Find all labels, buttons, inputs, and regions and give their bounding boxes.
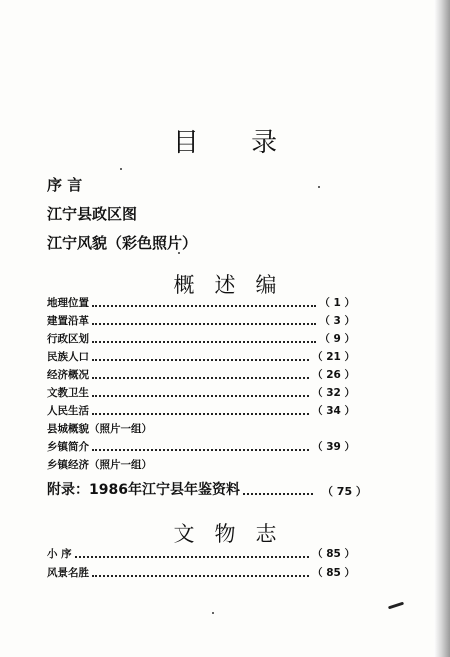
scan-speck — [178, 252, 180, 254]
toc-entry[interactable] — [47, 314, 355, 328]
toc-entry-page: （ 9 ） — [319, 333, 355, 345]
toc-entry-page: （ 1 ） — [319, 297, 355, 309]
page-title: 目 录 — [172, 128, 300, 158]
toc-entry-page: （ 85 ） — [312, 548, 355, 560]
scan-speck — [120, 168, 122, 170]
toc-entry-page: （ 3 ） — [319, 315, 355, 327]
toc-entry-page: （ 32 ） — [312, 387, 355, 399]
pen-mark — [388, 602, 404, 610]
dot-leader — [92, 377, 309, 379]
toc-entry[interactable] — [47, 386, 355, 400]
toc-entry-label: 民族人口 — [47, 351, 89, 363]
toc-entry-label: 乡镇经济（照片一组） — [47, 459, 152, 471]
toc-entry-page: （ 21 ） — [312, 351, 355, 363]
toc-entry[interactable] — [47, 458, 355, 472]
dot-leader — [92, 395, 309, 397]
dot-leader — [92, 575, 309, 577]
toc-entry-page: （ 34 ） — [312, 405, 355, 417]
toc-entry-label: 建置沿革 — [47, 315, 89, 327]
scan-shadow-edge — [434, 0, 450, 657]
toc-entry[interactable] — [47, 566, 355, 580]
toc-entry[interactable] — [47, 332, 355, 346]
toc-entry[interactable] — [47, 368, 355, 382]
toc-entry-appendix[interactable] — [47, 481, 367, 499]
dot-leader — [92, 323, 316, 325]
toc-entry-label: 经济概况 — [47, 369, 89, 381]
toc-entry[interactable] — [47, 422, 355, 436]
toc-entry[interactable] — [47, 440, 355, 454]
scan-speck — [318, 186, 320, 188]
dot-leader — [92, 359, 309, 361]
toc-entry-label: 乡镇简介 — [47, 441, 89, 453]
toc-entry[interactable] — [47, 404, 355, 418]
toc-entry-page: （ 85 ） — [312, 567, 355, 579]
dot-leader — [92, 341, 316, 343]
toc-entry[interactable] — [47, 547, 355, 561]
appendix-label: 附录：1986年江宁县年鉴资料 — [47, 482, 240, 498]
toc-entry-label: 行政区划 — [47, 333, 89, 345]
toc-entry-page: （ 39 ） — [312, 441, 355, 453]
toc-entry-label: 县城概貌（照片一组） — [47, 423, 152, 435]
dot-leader — [92, 305, 316, 307]
dot-leader — [75, 556, 309, 558]
appendix-page: （ 75 ） — [321, 485, 367, 498]
front-item-map: 江宁县政区图 — [47, 205, 138, 223]
section-title-relics: 文物志 — [173, 522, 297, 546]
front-item-preface: 序 言 — [47, 176, 83, 194]
section-title-overview: 概述编 — [173, 273, 297, 297]
toc-entry-label: 小 序 — [47, 548, 72, 560]
toc-entry-label: 风景名胜 — [47, 567, 89, 579]
dot-leader — [92, 413, 309, 415]
toc-entry-label: 人民生活 — [47, 405, 89, 417]
toc-entry-label: 文教卫生 — [47, 387, 89, 399]
scan-speck — [212, 612, 214, 614]
toc-entry-page: （ 26 ） — [312, 369, 355, 381]
toc-entry-label: 地理位置 — [47, 297, 89, 309]
dot-leader — [243, 493, 313, 495]
dot-leader — [92, 449, 309, 451]
front-item-color-photos: 江宁风貌（彩色照片） — [47, 234, 198, 252]
toc-entry[interactable] — [47, 350, 355, 364]
toc-entry[interactable] — [47, 296, 355, 310]
